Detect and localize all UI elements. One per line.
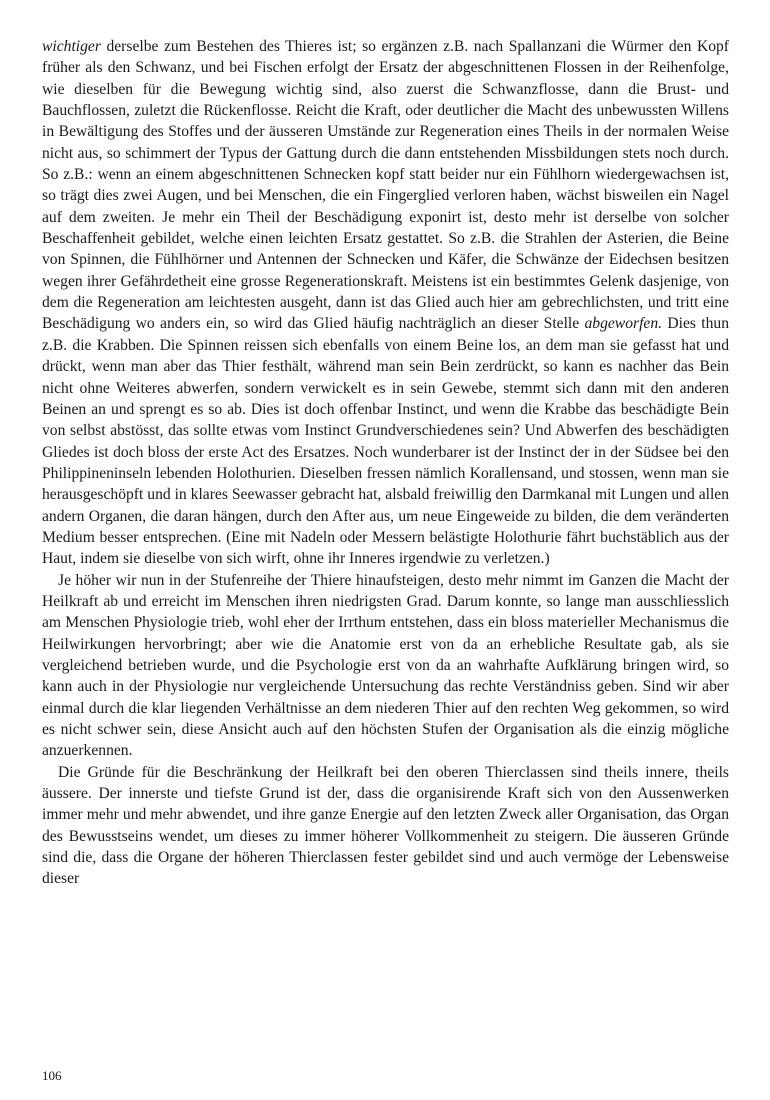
text-block [42, 36, 729, 890]
italic-text: abgeworfen. [584, 315, 663, 333]
body-text: derselbe zum Bestehen des Thieres ist; so ergänzen z.B. nach Spallanzani die Würmer den Kopf früher als den Schwanz, und bei Fischen erfolgt der Ersatz der abgeschnittenen Flossen in der Reihenfolge, wie dieselben für die Bewegung wichtig sind, also zuerst die Schwanzflosse, dann die Brust- und Bauchflossen, zuletzt die Rückenflosse. Reicht die Kraft, oder deutlicher die Macht des unbewussten Willens in Bewältigung des Stoffes und der äusseren Umstände zur Regeneration eines Theils in der normalen Weise nicht aus, so schimmert der Typus der Gattung durch die dann entstehenden Missbildungen stets noch durch. So z.B.: wenn an einem abgeschnittenen Schnecken kopf statt beider nur ein Fühlhorn wiedergewachsen ist, so trägt dies zwei Augen, und bei Menschen, die ein Fingerglied verloren haben, wächst bisweilen ein Nagel auf dem zweiten. Je mehr ein Theil der Beschädigung exponirt ist, desto mehr ist derselbe von solcher Beschaffenheit gebildet, welche einen leichten Ersatz gestattet. So z.B. die Strahlen der Asterien, die Beine von Spinnen, die Fühlhörner und Antennen der Schnecken und Käfer, die Schwänze der Eidechsen besitzen wegen ihrer Gefährdetheit eine grosse Regenerationskraft. Meistens ist ein bestimmtes Gelenk dasjenige, von dem die Regeneration am leichtesten ausgeht, dann ist das Glied auch hier am gebrechlichsten, und tritt eine Beschädigung wo anders ein, so wird das Glied häufig nachträglich an dieser Stelle [42, 38, 729, 333]
paragraph [42, 36, 729, 570]
body-text: Die Gründe für die Beschränkung der Heilkraft bei den oberen Thierclassen sind theils innere, theils äussere. Der innerste und tiefste Grund ist der, dass die organisirende Kraft sich von den Aussenwerken immer mehr und mehr abwendet, und ihre ganze Energie auf den letzten Zweck aller Organisation, das Organ des Bewusstseins wendet, um dieses zu immer höherer Vollkommenheit zu steigern. Die äusseren Gründe sind die, dass die Organe der höheren Thierclassen fester gebildet sind und auch vermöge der Lebensweise dieser [42, 763, 729, 888]
paragraph [42, 762, 729, 890]
body-text: Je höher wir nun in der Stufenreihe der Thiere hinaufsteigen, desto mehr nimmt im Ganzen die Macht der Heilkraft ab und erreicht im Menschen ihren niedrigsten Grad. Darum konnte, so lange man ausschliesslich am Menschen Physiologie trieb, wohl eher der Irrthum entstehen, dass ein bloss materieller Mechanismus die Heilwirkungen hervorbringt; aber wie die Anatomie erst von da an erhebliche Resultate gab, als sie vergleichend betrieben wurde, und die Psychologie erst von da an wahrhafte Aufklärung bringen wird, so kann auch in der Physiologie nur vergleichende Untersuchung das rechte Verständniss geben. Sind wir aber einmal durch die klar liegenden Verhältnisse an dem niederen Thier auf den rechten Weg gekommen, so wird es nicht schwer sein, diese Ansicht auch auf den höchsten Stufen der Organisation als die einzig mögliche anzuerkennen. [42, 571, 729, 760]
italic-text: wichtiger [42, 38, 101, 55]
page-number: 106 [42, 1068, 62, 1083]
paragraph [42, 570, 729, 762]
body-text: Dies thun z.B. die Krabben. Die Spinnen reissen sich ebenfalls von einem Beine los, an dem man sie gefasst hat und drückt, wenn man aber das Thier festhält, während man sein Bein zerdrückt, so kann es nachher das Bein nicht ohne Weiteres abwerfen, sondern verwickelt es in sein Gewebe, stemmt sich dann mit den anderen Beinen an und sprengt es so ab. Dies ist doch offenbar Instinct, und wenn die Krabbe das beschädigte Bein von selbst abstösst, das sollte etwas vom Instinct Grundverschiedenes sein? Und Abwerfen des beschädigten Gliedes ist doch bloss der erste Act des Ersatzes. Noch wunderbarer ist der Instinct der in der Südsee bei den Philippineninseln lebenden Holothurien. Dieselben fressen nämlich Korallensand, und stossen, wenn man sie herausgeschöpft und in klares Seewasser gebracht hat, alsbald freiwillig den Darmkanal mit Lungen und allen andern Organen, die daran hängen, durch den After aus, um neue Eingeweide zu bilden, die dem veränderten Medium besser entsprechen. (Eine mit Nadeln oder Messern belästigte Holothurie fährt buchstäblich aus der Haut, indem sie dieselbe von sich wirft, ohne ihr Inneres irgendwie zu verletzen.) [42, 315, 729, 568]
